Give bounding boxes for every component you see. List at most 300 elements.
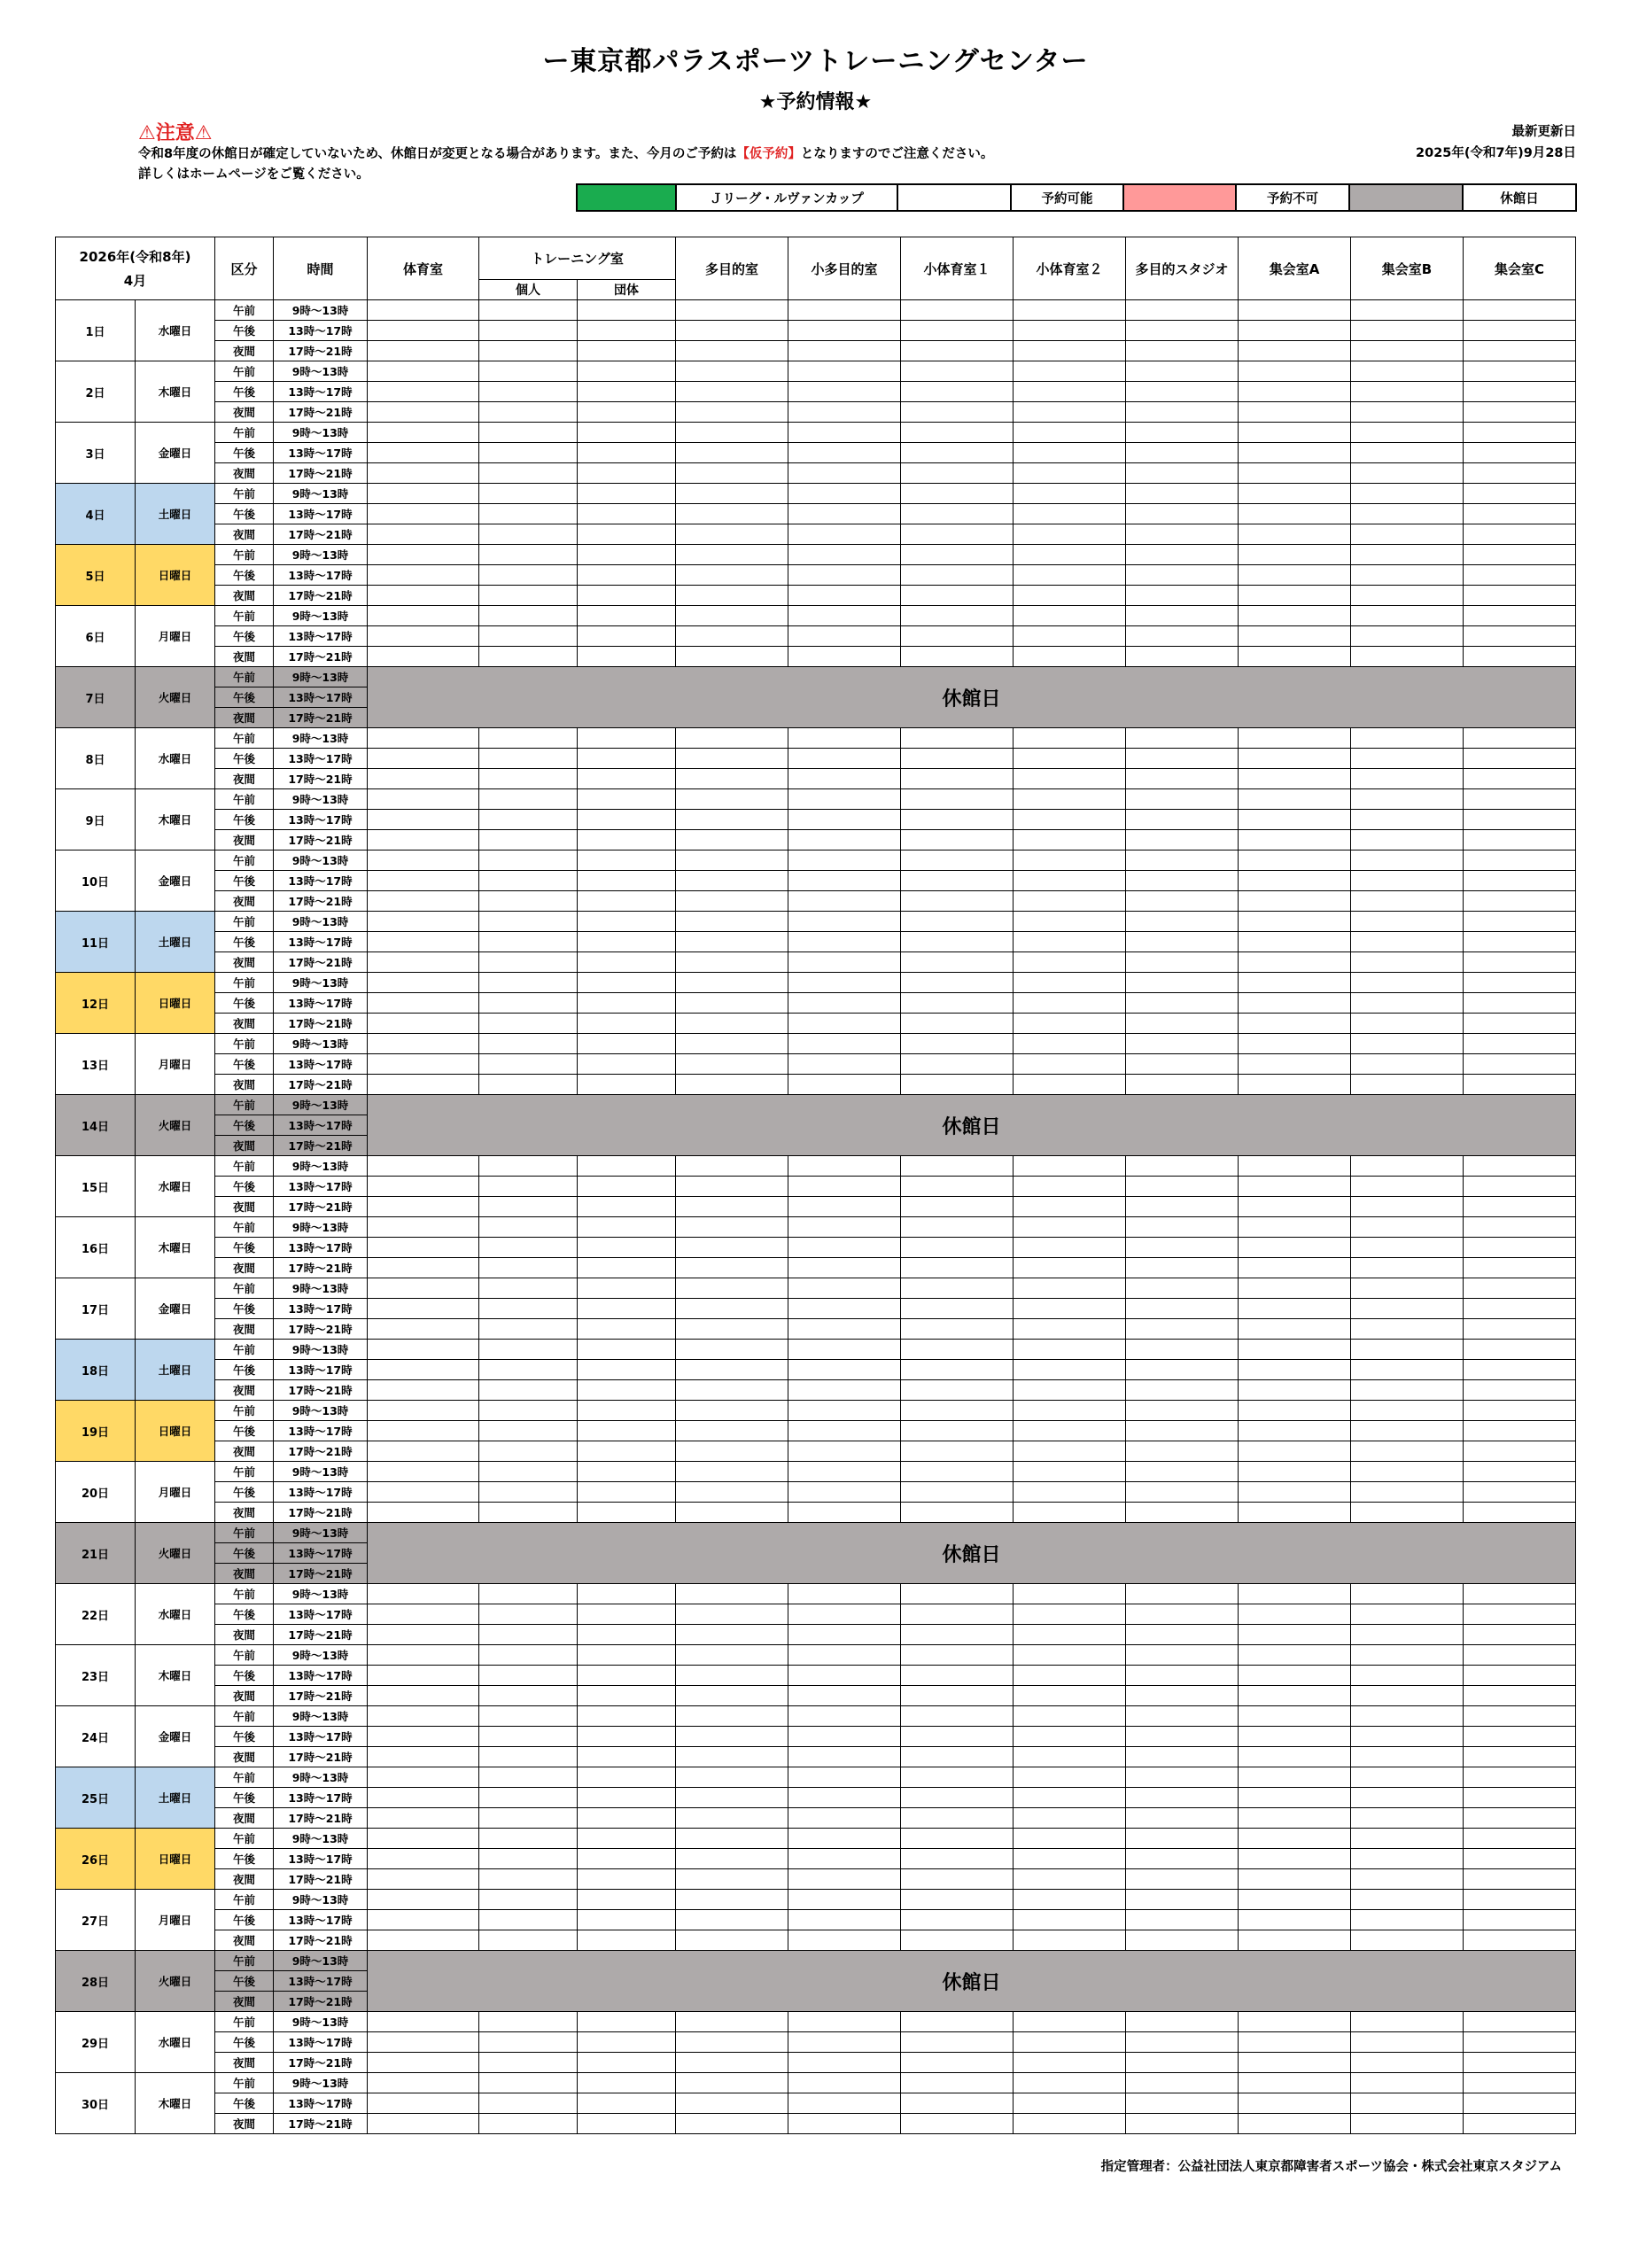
slot-cell[interactable]	[1351, 871, 1464, 891]
slot-cell[interactable]	[1239, 932, 1351, 952]
slot-cell[interactable]	[578, 1767, 676, 1788]
slot-cell[interactable]	[901, 1360, 1014, 1380]
slot-cell[interactable]	[479, 1401, 578, 1421]
slot-cell[interactable]	[901, 1462, 1014, 1482]
slot-cell[interactable]	[676, 1747, 788, 1767]
slot-cell[interactable]	[1126, 1788, 1239, 1808]
slot-cell[interactable]	[1126, 300, 1239, 321]
slot-cell[interactable]	[1464, 850, 1576, 871]
slot-cell[interactable]	[368, 1727, 479, 1747]
slot-cell[interactable]	[1126, 749, 1239, 769]
slot-cell[interactable]	[1464, 382, 1576, 402]
slot-cell[interactable]	[479, 2114, 578, 2134]
slot-cell[interactable]	[1014, 321, 1126, 341]
slot-cell[interactable]	[1126, 1441, 1239, 1462]
slot-cell[interactable]	[578, 423, 676, 443]
slot-cell[interactable]	[901, 423, 1014, 443]
slot-cell[interactable]	[368, 871, 479, 891]
slot-cell[interactable]	[479, 769, 578, 789]
slot-cell[interactable]	[1239, 321, 1351, 341]
slot-cell[interactable]	[578, 1462, 676, 1482]
slot-cell[interactable]	[676, 361, 788, 382]
slot-cell[interactable]	[479, 1360, 578, 1380]
slot-cell[interactable]	[479, 1014, 578, 1034]
slot-cell[interactable]	[1351, 1645, 1464, 1666]
slot-cell[interactable]	[368, 1767, 479, 1788]
slot-cell[interactable]	[676, 1910, 788, 1930]
slot-cell[interactable]	[1126, 1767, 1239, 1788]
slot-cell[interactable]	[676, 1299, 788, 1319]
slot-cell[interactable]	[788, 1482, 901, 1503]
slot-cell[interactable]	[1464, 912, 1576, 932]
slot-cell[interactable]	[1351, 524, 1464, 545]
slot-cell[interactable]	[479, 1054, 578, 1075]
slot-cell[interactable]	[1239, 1666, 1351, 1686]
slot-cell[interactable]	[676, 1401, 788, 1421]
slot-cell[interactable]	[479, 1156, 578, 1177]
slot-cell[interactable]	[1239, 545, 1351, 565]
slot-cell[interactable]	[1014, 769, 1126, 789]
slot-cell[interactable]	[1464, 1401, 1576, 1421]
slot-cell[interactable]	[676, 1767, 788, 1788]
slot-cell[interactable]	[1014, 1829, 1126, 1849]
slot-cell[interactable]	[788, 1808, 901, 1829]
slot-cell[interactable]	[1351, 1441, 1464, 1462]
slot-cell[interactable]	[1014, 626, 1126, 647]
slot-cell[interactable]	[1239, 1462, 1351, 1482]
slot-cell[interactable]	[1014, 524, 1126, 545]
slot-cell[interactable]	[676, 1421, 788, 1441]
slot-cell[interactable]	[578, 1482, 676, 1503]
slot-cell[interactable]	[901, 1177, 1014, 1197]
slot-cell[interactable]	[1014, 1666, 1126, 1686]
slot-cell[interactable]	[1351, 1360, 1464, 1380]
slot-cell[interactable]	[368, 1910, 479, 1930]
slot-cell[interactable]	[368, 443, 479, 463]
slot-cell[interactable]	[578, 830, 676, 850]
slot-cell[interactable]	[676, 504, 788, 524]
slot-cell[interactable]	[788, 1299, 901, 1319]
slot-cell[interactable]	[1239, 1299, 1351, 1319]
slot-cell[interactable]	[1351, 1401, 1464, 1421]
slot-cell[interactable]	[1014, 1727, 1126, 1747]
slot-cell[interactable]	[1239, 891, 1351, 912]
slot-cell[interactable]	[1126, 993, 1239, 1014]
slot-cell[interactable]	[1351, 932, 1464, 952]
slot-cell[interactable]	[1351, 2012, 1464, 2032]
slot-cell[interactable]	[676, 545, 788, 565]
slot-cell[interactable]	[1014, 1747, 1126, 1767]
slot-cell[interactable]	[1464, 1829, 1576, 1849]
slot-cell[interactable]	[901, 545, 1014, 565]
slot-cell[interactable]	[1351, 1462, 1464, 1482]
slot-cell[interactable]	[479, 2073, 578, 2093]
slot-cell[interactable]	[1014, 993, 1126, 1014]
slot-cell[interactable]	[368, 769, 479, 789]
slot-cell[interactable]	[1351, 2093, 1464, 2114]
slot-cell[interactable]	[578, 1890, 676, 1910]
slot-cell[interactable]	[479, 891, 578, 912]
slot-cell[interactable]	[1239, 504, 1351, 524]
slot-cell[interactable]	[901, 1258, 1014, 1278]
slot-cell[interactable]	[1239, 1829, 1351, 1849]
slot-cell[interactable]	[676, 1258, 788, 1278]
slot-cell[interactable]	[1239, 993, 1351, 1014]
slot-cell[interactable]	[1014, 402, 1126, 423]
slot-cell[interactable]	[1239, 463, 1351, 484]
slot-cell[interactable]	[788, 484, 901, 504]
slot-cell[interactable]	[788, 463, 901, 484]
slot-cell[interactable]	[901, 973, 1014, 993]
slot-cell[interactable]	[1464, 1299, 1576, 1319]
slot-cell[interactable]	[1014, 1197, 1126, 1217]
slot-cell[interactable]	[901, 1869, 1014, 1890]
slot-cell[interactable]	[1464, 1808, 1576, 1829]
slot-cell[interactable]	[788, 402, 901, 423]
slot-cell[interactable]	[788, 1767, 901, 1788]
slot-cell[interactable]	[1464, 423, 1576, 443]
slot-cell[interactable]	[1014, 1054, 1126, 1075]
slot-cell[interactable]	[1351, 1788, 1464, 1808]
slot-cell[interactable]	[578, 1401, 676, 1421]
slot-cell[interactable]	[1014, 891, 1126, 912]
slot-cell[interactable]	[1464, 1380, 1576, 1401]
slot-cell[interactable]	[479, 2093, 578, 2114]
slot-cell[interactable]	[1351, 1014, 1464, 1034]
slot-cell[interactable]	[1014, 1340, 1126, 1360]
slot-cell[interactable]	[901, 647, 1014, 667]
slot-cell[interactable]	[1464, 300, 1576, 321]
slot-cell[interactable]	[578, 1340, 676, 1360]
slot-cell[interactable]	[1014, 1421, 1126, 1441]
slot-cell[interactable]	[1464, 952, 1576, 973]
slot-cell[interactable]	[1126, 1666, 1239, 1686]
slot-cell[interactable]	[676, 932, 788, 952]
slot-cell[interactable]	[1464, 1910, 1576, 1930]
slot-cell[interactable]	[1014, 341, 1126, 361]
slot-cell[interactable]	[901, 1686, 1014, 1706]
slot-cell[interactable]	[1126, 973, 1239, 993]
slot-cell[interactable]	[788, 1706, 901, 1727]
slot-cell[interactable]	[1126, 1462, 1239, 1482]
slot-cell[interactable]	[1014, 423, 1126, 443]
slot-cell[interactable]	[788, 1869, 901, 1890]
slot-cell[interactable]	[578, 1808, 676, 1829]
slot-cell[interactable]	[578, 1075, 676, 1095]
slot-cell[interactable]	[1351, 423, 1464, 443]
slot-cell[interactable]	[1239, 2073, 1351, 2093]
slot-cell[interactable]	[1239, 1747, 1351, 1767]
slot-cell[interactable]	[1464, 606, 1576, 626]
slot-cell[interactable]	[901, 2093, 1014, 2114]
slot-cell[interactable]	[788, 1340, 901, 1360]
slot-cell[interactable]	[901, 850, 1014, 871]
slot-cell[interactable]	[1014, 647, 1126, 667]
slot-cell[interactable]	[901, 382, 1014, 402]
slot-cell[interactable]	[1351, 1177, 1464, 1197]
slot-cell[interactable]	[368, 1197, 479, 1217]
slot-cell[interactable]	[676, 423, 788, 443]
slot-cell[interactable]	[1351, 1258, 1464, 1278]
slot-cell[interactable]	[1014, 871, 1126, 891]
slot-cell[interactable]	[1126, 1360, 1239, 1380]
slot-cell[interactable]	[1126, 1054, 1239, 1075]
slot-cell[interactable]	[1464, 769, 1576, 789]
slot-cell[interactable]	[1464, 1788, 1576, 1808]
slot-cell[interactable]	[1239, 606, 1351, 626]
slot-cell[interactable]	[901, 1503, 1014, 1523]
slot-cell[interactable]	[901, 1890, 1014, 1910]
slot-cell[interactable]	[901, 1319, 1014, 1340]
slot-cell[interactable]	[1126, 1584, 1239, 1604]
slot-cell[interactable]	[578, 565, 676, 586]
slot-cell[interactable]	[479, 545, 578, 565]
slot-cell[interactable]	[1464, 1054, 1576, 1075]
slot-cell[interactable]	[788, 2032, 901, 2053]
slot-cell[interactable]	[788, 1421, 901, 1441]
slot-cell[interactable]	[578, 1930, 676, 1951]
slot-cell[interactable]	[1239, 1319, 1351, 1340]
slot-cell[interactable]	[1014, 1360, 1126, 1380]
slot-cell[interactable]	[1239, 524, 1351, 545]
slot-cell[interactable]	[479, 1319, 578, 1340]
slot-cell[interactable]	[479, 1177, 578, 1197]
slot-cell[interactable]	[676, 1890, 788, 1910]
slot-cell[interactable]	[788, 912, 901, 932]
slot-cell[interactable]	[1239, 1849, 1351, 1869]
slot-cell[interactable]	[578, 1727, 676, 1747]
slot-cell[interactable]	[1014, 1258, 1126, 1278]
slot-cell[interactable]	[1464, 1034, 1576, 1054]
slot-cell[interactable]	[479, 361, 578, 382]
slot-cell[interactable]	[1239, 2053, 1351, 2073]
slot-cell[interactable]	[676, 2073, 788, 2093]
slot-cell[interactable]	[1351, 850, 1464, 871]
slot-cell[interactable]	[368, 1849, 479, 1869]
slot-cell[interactable]	[1126, 1217, 1239, 1238]
slot-cell[interactable]	[676, 524, 788, 545]
slot-cell[interactable]	[1464, 484, 1576, 504]
slot-cell[interactable]	[1464, 1238, 1576, 1258]
slot-cell[interactable]	[368, 565, 479, 586]
slot-cell[interactable]	[479, 1706, 578, 1727]
slot-cell[interactable]	[368, 361, 479, 382]
slot-cell[interactable]	[901, 1278, 1014, 1299]
slot-cell[interactable]	[901, 1482, 1014, 1503]
slot-cell[interactable]	[368, 932, 479, 952]
slot-cell[interactable]	[1239, 1808, 1351, 1829]
slot-cell[interactable]	[1126, 565, 1239, 586]
slot-cell[interactable]	[788, 1666, 901, 1686]
slot-cell[interactable]	[1464, 2032, 1576, 2053]
slot-cell[interactable]	[1126, 1299, 1239, 1319]
slot-cell[interactable]	[578, 484, 676, 504]
slot-cell[interactable]	[901, 565, 1014, 586]
slot-cell[interactable]	[1126, 382, 1239, 402]
slot-cell[interactable]	[901, 1829, 1014, 1849]
slot-cell[interactable]	[479, 2032, 578, 2053]
slot-cell[interactable]	[788, 300, 901, 321]
slot-cell[interactable]	[479, 1503, 578, 1523]
slot-cell[interactable]	[1464, 1849, 1576, 1869]
slot-cell[interactable]	[788, 1503, 901, 1523]
slot-cell[interactable]	[578, 402, 676, 423]
slot-cell[interactable]	[1351, 1156, 1464, 1177]
slot-cell[interactable]	[788, 1258, 901, 1278]
slot-cell[interactable]	[676, 1727, 788, 1747]
slot-cell[interactable]	[901, 361, 1014, 382]
slot-cell[interactable]	[578, 769, 676, 789]
slot-cell[interactable]	[1464, 973, 1576, 993]
slot-cell[interactable]	[1126, 2032, 1239, 2053]
slot-cell[interactable]	[1464, 1666, 1576, 1686]
slot-cell[interactable]	[368, 463, 479, 484]
slot-cell[interactable]	[368, 1238, 479, 1258]
slot-cell[interactable]	[368, 2012, 479, 2032]
slot-cell[interactable]	[676, 300, 788, 321]
slot-cell[interactable]	[676, 1666, 788, 1686]
slot-cell[interactable]	[1126, 1014, 1239, 1034]
slot-cell[interactable]	[1239, 382, 1351, 402]
slot-cell[interactable]	[1014, 1177, 1126, 1197]
slot-cell[interactable]	[1464, 1747, 1576, 1767]
slot-cell[interactable]	[676, 789, 788, 810]
slot-cell[interactable]	[788, 504, 901, 524]
slot-cell[interactable]	[1351, 647, 1464, 667]
slot-cell[interactable]	[1351, 1584, 1464, 1604]
slot-cell[interactable]	[901, 321, 1014, 341]
slot-cell[interactable]	[479, 1829, 578, 1849]
slot-cell[interactable]	[1464, 1156, 1576, 1177]
slot-cell[interactable]	[676, 1340, 788, 1360]
slot-cell[interactable]	[1464, 1421, 1576, 1441]
slot-cell[interactable]	[1351, 749, 1464, 769]
slot-cell[interactable]	[1464, 1197, 1576, 1217]
slot-cell[interactable]	[676, 1584, 788, 1604]
slot-cell[interactable]	[901, 1910, 1014, 1930]
slot-cell[interactable]	[368, 789, 479, 810]
slot-cell[interactable]	[368, 1808, 479, 1829]
slot-cell[interactable]	[1239, 1238, 1351, 1258]
slot-cell[interactable]	[676, 2093, 788, 2114]
slot-cell[interactable]	[1464, 810, 1576, 830]
slot-cell[interactable]	[578, 2032, 676, 2053]
slot-cell[interactable]	[901, 1034, 1014, 1054]
slot-cell[interactable]	[788, 2093, 901, 2114]
slot-cell[interactable]	[676, 2012, 788, 2032]
slot-cell[interactable]	[578, 1441, 676, 1462]
slot-cell[interactable]	[1126, 1625, 1239, 1645]
slot-cell[interactable]	[479, 1258, 578, 1278]
slot-cell[interactable]	[368, 1930, 479, 1951]
slot-cell[interactable]	[901, 1217, 1014, 1238]
slot-cell[interactable]	[1351, 1319, 1464, 1340]
slot-cell[interactable]	[1464, 545, 1576, 565]
slot-cell[interactable]	[1239, 769, 1351, 789]
slot-cell[interactable]	[901, 1645, 1014, 1666]
slot-cell[interactable]	[1464, 361, 1576, 382]
slot-cell[interactable]	[1351, 830, 1464, 850]
slot-cell[interactable]	[578, 321, 676, 341]
slot-cell[interactable]	[1126, 789, 1239, 810]
slot-cell[interactable]	[901, 2032, 1014, 2053]
slot-cell[interactable]	[479, 1217, 578, 1238]
slot-cell[interactable]	[1464, 2053, 1576, 2073]
slot-cell[interactable]	[901, 891, 1014, 912]
slot-cell[interactable]	[1014, 1034, 1126, 1054]
slot-cell[interactable]	[1126, 1482, 1239, 1503]
slot-cell[interactable]	[1239, 810, 1351, 830]
slot-cell[interactable]	[368, 1869, 479, 1890]
slot-cell[interactable]	[479, 1278, 578, 1299]
slot-cell[interactable]	[479, 952, 578, 973]
slot-cell[interactable]	[1014, 382, 1126, 402]
slot-cell[interactable]	[788, 1890, 901, 1910]
slot-cell[interactable]	[479, 1380, 578, 1401]
slot-cell[interactable]	[1351, 1034, 1464, 1054]
slot-cell[interactable]	[479, 1482, 578, 1503]
slot-cell[interactable]	[1239, 1910, 1351, 1930]
slot-cell[interactable]	[1239, 749, 1351, 769]
slot-cell[interactable]	[368, 973, 479, 993]
slot-cell[interactable]	[1464, 1686, 1576, 1706]
slot-cell[interactable]	[1126, 1604, 1239, 1625]
slot-cell[interactable]	[1126, 891, 1239, 912]
slot-cell[interactable]	[578, 1217, 676, 1238]
slot-cell[interactable]	[788, 850, 901, 871]
slot-cell[interactable]	[1464, 891, 1576, 912]
slot-cell[interactable]	[1239, 1441, 1351, 1462]
slot-cell[interactable]	[1351, 382, 1464, 402]
slot-cell[interactable]	[901, 912, 1014, 932]
slot-cell[interactable]	[788, 789, 901, 810]
slot-cell[interactable]	[578, 1503, 676, 1523]
slot-cell[interactable]	[1239, 1177, 1351, 1197]
slot-cell[interactable]	[578, 1238, 676, 1258]
slot-cell[interactable]	[1351, 300, 1464, 321]
slot-cell[interactable]	[901, 524, 1014, 545]
slot-cell[interactable]	[1126, 626, 1239, 647]
slot-cell[interactable]	[479, 463, 578, 484]
slot-cell[interactable]	[479, 1767, 578, 1788]
slot-cell[interactable]	[1464, 2073, 1576, 2093]
slot-cell[interactable]	[479, 1788, 578, 1808]
slot-cell[interactable]	[368, 545, 479, 565]
slot-cell[interactable]	[1014, 606, 1126, 626]
slot-cell[interactable]	[788, 1319, 901, 1340]
slot-cell[interactable]	[788, 545, 901, 565]
slot-cell[interactable]	[1464, 749, 1576, 769]
slot-cell[interactable]	[479, 402, 578, 423]
slot-cell[interactable]	[1464, 1604, 1576, 1625]
slot-cell[interactable]	[676, 1706, 788, 1727]
slot-cell[interactable]	[788, 769, 901, 789]
slot-cell[interactable]	[1126, 1156, 1239, 1177]
slot-cell[interactable]	[479, 606, 578, 626]
slot-cell[interactable]	[901, 810, 1014, 830]
slot-cell[interactable]	[578, 463, 676, 484]
slot-cell[interactable]	[479, 504, 578, 524]
slot-cell[interactable]	[578, 1686, 676, 1706]
slot-cell[interactable]	[676, 1380, 788, 1401]
slot-cell[interactable]	[676, 1441, 788, 1462]
slot-cell[interactable]	[1014, 1278, 1126, 1299]
slot-cell[interactable]	[479, 565, 578, 586]
slot-cell[interactable]	[788, 1645, 901, 1666]
slot-cell[interactable]	[676, 2053, 788, 2073]
slot-cell[interactable]	[901, 1401, 1014, 1421]
slot-cell[interactable]	[1351, 1767, 1464, 1788]
